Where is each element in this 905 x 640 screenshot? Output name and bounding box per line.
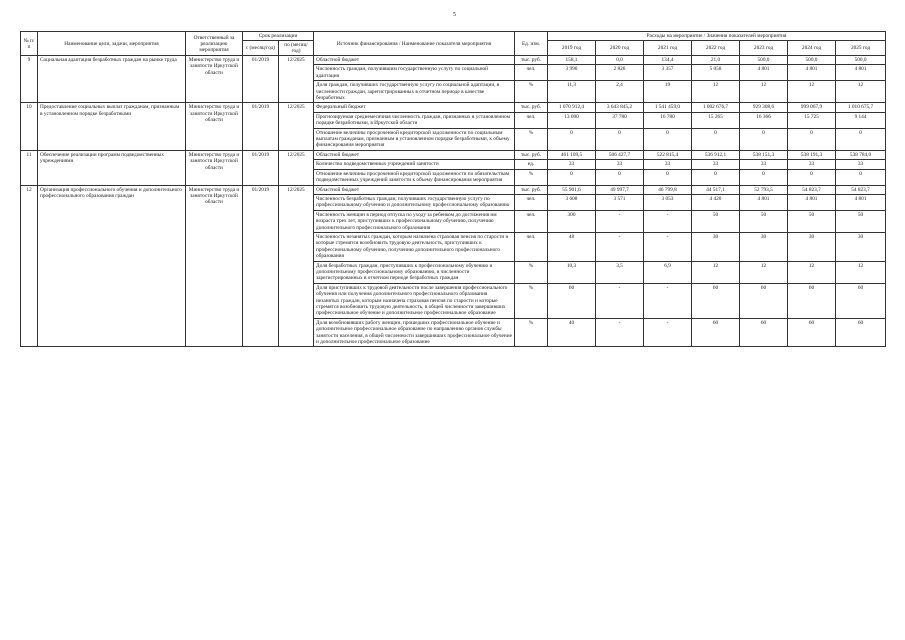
table-row xyxy=(21,185,886,194)
value-cell: 52 793,5 xyxy=(740,185,788,194)
activity-name: Социальная адаптация безработных граждан на рынке труда xyxy=(38,56,186,103)
value-cell: 10,3 xyxy=(548,261,596,283)
value-cell: 0 xyxy=(740,128,788,150)
unit-cell: ед. xyxy=(515,160,548,169)
value-cell: 461 109,5 xyxy=(548,150,596,159)
row-number: 9 xyxy=(21,56,38,103)
value-cell: 538 151,3 xyxy=(740,150,788,159)
header-term-from: с (месяц/год) xyxy=(243,41,279,56)
value-cell: 3 990 xyxy=(548,65,596,81)
value-cell: - xyxy=(596,210,644,232)
value-cell: 1 541 459,0 xyxy=(644,103,692,112)
header-year: 2020 год xyxy=(596,41,644,56)
header-year: 2022 год xyxy=(692,41,740,56)
activity-name: Предоставление социальных выплат гражданам, признанным в установленном порядке безработными xyxy=(38,103,186,150)
value-cell: - xyxy=(644,318,692,347)
unit-cell: чел. xyxy=(515,194,548,210)
header-year: 2024 год xyxy=(788,41,836,56)
value-cell: 33 xyxy=(596,160,644,169)
value-cell: - xyxy=(596,232,644,261)
value-cell: 12 xyxy=(692,81,740,103)
indicator-name: Количество подведомственных учреждений занятости xyxy=(314,160,515,169)
value-cell: 2 826 xyxy=(596,65,644,81)
value-cell: 134,4 xyxy=(644,56,692,65)
value-cell: 3 608 xyxy=(548,194,596,210)
value-cell: 1 010 675,7 xyxy=(836,103,886,112)
unit-cell: % xyxy=(515,283,548,318)
responsible-executor: Министерство труда и занятости Иркутской области xyxy=(186,56,243,103)
value-cell: 0 xyxy=(788,169,836,185)
responsible-executor: Министерство труда и занятости Иркутской области xyxy=(186,103,243,150)
row-number: 10 xyxy=(21,103,38,150)
table-row xyxy=(21,103,886,112)
unit-cell: чел. xyxy=(515,232,548,261)
value-cell: 4 801 xyxy=(836,194,886,210)
term-from: 01/2019 xyxy=(243,150,279,185)
activity-name: Обеспечение реализации программ подведомственных учреждениями xyxy=(38,150,186,185)
value-cell: 12 xyxy=(836,81,886,103)
value-cell: 60 xyxy=(740,318,788,347)
value-cell: 44 517,1 xyxy=(692,185,740,194)
value-cell: 60 xyxy=(692,318,740,347)
value-cell: 16 780 xyxy=(644,112,692,128)
value-cell: 33 xyxy=(836,160,886,169)
value-cell: 3 643 845,2 xyxy=(596,103,644,112)
header-year: 2025 год xyxy=(836,41,886,56)
indicator-name: Численность незанятых граждан, которым назначена страховая пенсия по старости и которые стремятся возобновить трудовую деятельность, приступивших к профессиональному обучению, получению дополнительного профессионального образования xyxy=(314,232,515,261)
value-cell: - xyxy=(596,318,644,347)
term-to: 12/2025 xyxy=(279,56,314,103)
value-cell: 4 801 xyxy=(836,65,886,81)
value-cell: 12 xyxy=(692,261,740,283)
unit-cell: чел. xyxy=(515,112,548,128)
value-cell: 4 801 xyxy=(788,194,836,210)
indicator-name: Доля граждан, получивших государственную услугу по социальной адаптации, в численности граждан, зарегистрированных в отчетном периоде в качестве безработных xyxy=(314,81,515,103)
value-cell: 300 xyxy=(548,210,596,232)
header-expenses: Расходы на мероприятие / Значения показателей мероприятия xyxy=(548,32,886,41)
unit-cell: % xyxy=(515,81,548,103)
value-cell: 0 xyxy=(692,128,740,150)
value-cell: 929 308,6 xyxy=(740,103,788,112)
indicator-name: Доля возобновивших работу женщин, прошедших профессиональное обучение и дополнительное профессиональное образование по направлению органов службы занятости населения, в общей численности завершивших профессиональное обучение и дополнительное профессиональное образование xyxy=(314,318,515,347)
value-cell: 538 191,3 xyxy=(788,150,836,159)
indicator-name: Доля приступивших к трудовой деятельности после завершения профессионального обучения или получения дополнительного профессионального образования незанятых граждан, которым назначена страховая пенсия по старости и которые стремятся возобновить трудовую деятельность, в общей численности завершивших профессиональное обучение и дополнительное профессиональное образование xyxy=(314,283,515,318)
indicator-name: Областной бюджет xyxy=(314,56,515,65)
value-cell: 538 784,0 xyxy=(836,150,886,159)
table-row xyxy=(21,56,886,65)
value-cell: 999 067,9 xyxy=(788,103,836,112)
value-cell: - xyxy=(644,283,692,318)
value-cell: 12 xyxy=(788,81,836,103)
value-cell: 15 725 xyxy=(788,112,836,128)
value-cell: 5 058 xyxy=(692,65,740,81)
indicator-name: Областной бюджет xyxy=(314,150,515,159)
unit-cell: чел. xyxy=(515,210,548,232)
row-number: 11 xyxy=(21,150,38,185)
value-cell: 4 420 xyxy=(692,194,740,210)
value-cell: 50 xyxy=(836,210,886,232)
indicator-name: Прогнозируемая среднемесячная численность граждан, признанных в установленном порядке безработными, в Иркутской области xyxy=(314,112,515,128)
table-row xyxy=(21,150,886,159)
indicator-name: Федеральный бюджет xyxy=(314,103,515,112)
value-cell: 0 xyxy=(788,128,836,150)
value-cell: 50 xyxy=(740,210,788,232)
value-cell: 60 xyxy=(836,318,886,347)
indicator-name: Отношение величины просроченной кредиторской задолженности по социальным выплатам гражданам, признанным в установленном порядке безработными, к объему финансирования мероприятия xyxy=(314,128,515,150)
value-cell: - xyxy=(596,283,644,318)
value-cell: 12 xyxy=(740,261,788,283)
value-cell: 0 xyxy=(740,169,788,185)
value-cell: 33 xyxy=(788,160,836,169)
responsible-executor: Министерство труда и занятости Иркутской области xyxy=(186,185,243,347)
value-cell: - xyxy=(644,210,692,232)
value-cell: 30 xyxy=(836,232,886,261)
value-cell: 9 144 xyxy=(836,112,886,128)
header-year: 2019 год xyxy=(548,41,596,56)
header-term: Срок реализации xyxy=(243,32,314,41)
value-cell: - xyxy=(644,232,692,261)
header-term-to: по (месяц/год) xyxy=(279,41,314,56)
unit-cell: тыс. руб. xyxy=(515,56,548,65)
value-cell: 54 823,7 xyxy=(788,185,836,194)
value-cell: 48 xyxy=(548,232,596,261)
term-to: 12/2025 xyxy=(279,150,314,185)
value-cell: 500,0 xyxy=(740,56,788,65)
value-cell: 506 427,7 xyxy=(596,150,644,159)
header-source: Источник финансирования / Наименование показателя мероприятия xyxy=(314,32,515,56)
value-cell: 19 xyxy=(644,81,692,103)
unit-cell: % xyxy=(515,169,548,185)
responsible-executor: Министерство труда и занятости Иркутской области xyxy=(186,150,243,185)
header-unit: Ед. изм. xyxy=(515,32,548,56)
value-cell: 33 xyxy=(692,160,740,169)
value-cell: 0 xyxy=(836,128,886,150)
value-cell: 50 xyxy=(788,210,836,232)
header-year: 2021 год xyxy=(644,41,692,56)
value-cell: 40 xyxy=(548,318,596,347)
value-cell: 37 780 xyxy=(596,112,644,128)
value-cell: 522 815,4 xyxy=(644,150,692,159)
value-cell: 3 053 xyxy=(644,194,692,210)
value-cell: 11,3 xyxy=(548,81,596,103)
value-cell: 15 265 xyxy=(692,112,740,128)
value-cell: 0 xyxy=(548,169,596,185)
value-cell: 6,9 xyxy=(644,261,692,283)
value-cell: 0 xyxy=(548,128,596,150)
value-cell: 0 xyxy=(644,128,692,150)
value-cell: 500,0 xyxy=(836,56,886,65)
value-cell: 158,1 xyxy=(548,56,596,65)
row-number: 12 xyxy=(21,185,38,347)
value-cell: 16 366 xyxy=(740,112,788,128)
term-to: 12/2025 xyxy=(279,103,314,150)
activity-name: Организация профессионального обучения и дополнительного профессионального образования граждан xyxy=(38,185,186,347)
value-cell: 1 002 676,7 xyxy=(692,103,740,112)
value-cell: 60 xyxy=(788,318,836,347)
header-year: 2023 год xyxy=(740,41,788,56)
header-row xyxy=(21,32,886,41)
value-cell: 3 357 xyxy=(644,65,692,81)
indicator-name: Численность граждан, получившим государственную услугу по социальной адаптации xyxy=(314,65,515,81)
value-cell: 0,0 xyxy=(596,56,644,65)
value-cell: 500,0 xyxy=(788,56,836,65)
term-from: 01/2019 xyxy=(243,185,279,347)
value-cell: 1 070 912,4 xyxy=(548,103,596,112)
unit-cell: тыс. руб. xyxy=(515,150,548,159)
program-activities-table xyxy=(20,31,886,347)
header-responsible: Ответственный за реализацию мероприятия xyxy=(186,32,243,56)
value-cell: 0 xyxy=(692,169,740,185)
term-to: 12/2025 xyxy=(279,185,314,347)
indicator-name: Отношение величины просроченной кредиторской задолженности по обязательствам подведомственных учреждений занятости к объему финансирования мероприятия xyxy=(314,169,515,185)
value-cell: 49 997,7 xyxy=(596,185,644,194)
value-cell: 55 901,6 xyxy=(548,185,596,194)
unit-cell: тыс. руб. xyxy=(515,185,548,194)
indicator-name: Численность женщин в период отпуска по уходу за ребенком до достижения им возраста трех лет, приступивших к профессиональному обучению, получению дополнительного профессионального образования xyxy=(314,210,515,232)
value-cell: 4 801 xyxy=(740,65,788,81)
value-cell: 60 xyxy=(692,283,740,318)
unit-cell: чел. xyxy=(515,65,548,81)
value-cell: 2,4 xyxy=(596,81,644,103)
value-cell: 4 801 xyxy=(740,194,788,210)
unit-cell: % xyxy=(515,261,548,283)
value-cell: 3,5 xyxy=(596,261,644,283)
unit-cell: % xyxy=(515,318,548,347)
value-cell: 0 xyxy=(596,128,644,150)
value-cell: 33 xyxy=(740,160,788,169)
value-cell: 4 801 xyxy=(788,65,836,81)
indicator-name: Численность безработных граждан, получивших государственную услугу по профессиональному обучению и дополнительному профессиональному образованию xyxy=(314,194,515,210)
value-cell: 12 xyxy=(788,261,836,283)
value-cell: 30 xyxy=(788,232,836,261)
value-cell: 13 000 xyxy=(548,112,596,128)
value-cell: 21,0 xyxy=(692,56,740,65)
value-cell: 50 xyxy=(692,210,740,232)
value-cell: 60 xyxy=(740,283,788,318)
value-cell: 30 xyxy=(692,232,740,261)
value-cell: 0 xyxy=(836,169,886,185)
term-from: 01/2019 xyxy=(243,103,279,150)
value-cell: 60 xyxy=(548,283,596,318)
header-name: Наименование цели, задачи, мероприятия xyxy=(38,32,186,56)
value-cell: 0 xyxy=(644,169,692,185)
indicator-name: Доля безработных граждан, приступивших к профессиональному обучению и дополнительному профессиональному образованию, в численности зарегистрированных в отчетном периоде безработных граждан xyxy=(314,261,515,283)
indicator-name: Областной бюджет xyxy=(314,185,515,194)
page-number: 5 xyxy=(453,12,456,18)
value-cell: 30 xyxy=(740,232,788,261)
unit-cell: % xyxy=(515,128,548,150)
value-cell: 46 799,8 xyxy=(644,185,692,194)
value-cell: 33 xyxy=(644,160,692,169)
value-cell: 3 571 xyxy=(596,194,644,210)
value-cell: 0 xyxy=(596,169,644,185)
value-cell: 12 xyxy=(740,81,788,103)
value-cell: 33 xyxy=(548,160,596,169)
value-cell: 54 823,7 xyxy=(836,185,886,194)
value-cell: 60 xyxy=(788,283,836,318)
header-num: № п/п xyxy=(21,32,38,56)
value-cell: 60 xyxy=(836,283,886,318)
term-from: 01/2019 xyxy=(243,56,279,103)
value-cell: 536 912,1 xyxy=(692,150,740,159)
unit-cell: тыс. руб. xyxy=(515,103,548,112)
value-cell: 12 xyxy=(836,261,886,283)
